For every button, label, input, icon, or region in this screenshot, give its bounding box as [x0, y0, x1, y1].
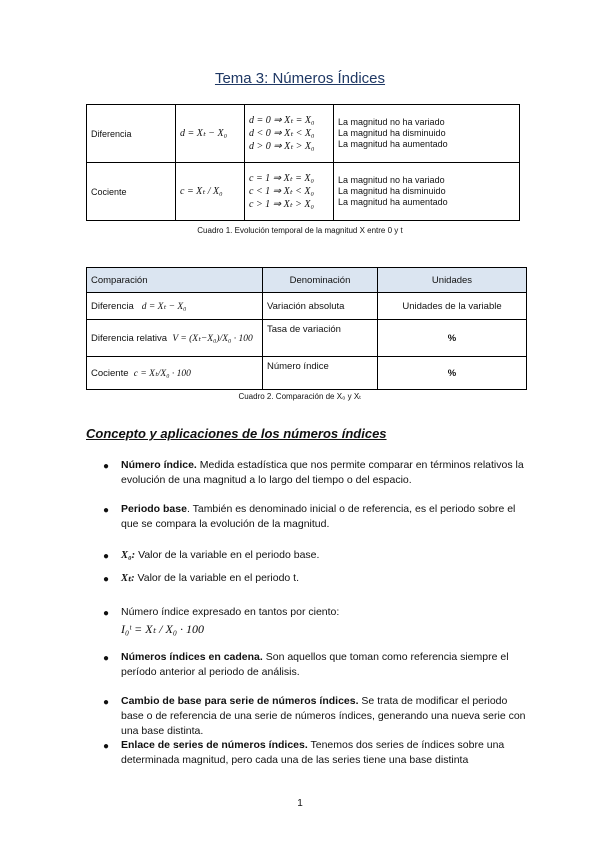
condition: d < 0 ⇒ Xₜ < X₀	[249, 128, 315, 139]
comparison-cell	[87, 320, 263, 357]
meaning: La magnitud no ha variado	[338, 117, 445, 127]
row-formula: c = Xₜ/X₀ · 100	[133, 368, 191, 379]
list-item: Enlace de series de números índices. Tenemos dos series de índices sobre una determinada magnitud, pero cada una de las series tiene una base distinta	[121, 739, 505, 766]
denomination-cell: Número índice	[263, 357, 378, 390]
bullet: ●	[103, 574, 110, 585]
header-cell: Denominación	[263, 268, 378, 293]
table-row	[87, 357, 527, 390]
bullet: ●	[103, 697, 110, 708]
table-row	[87, 163, 520, 221]
denomination-cell: Variación absoluta	[263, 293, 378, 320]
section-title: Concepto y aplicaciones de los números índices	[86, 426, 387, 441]
table2-caption: Cuadro 2. Comparación de X₀ y Xₜ	[238, 392, 362, 401]
header-row	[87, 268, 527, 293]
row-formula: c = Xₜ / X₀	[176, 163, 245, 221]
list-item: Periodo base. También es denominado inicial o de referencia, es el periodo sobre el que se compara la evolución de la magnitud.	[121, 503, 516, 530]
units-cell: %	[378, 357, 527, 390]
table-row	[87, 293, 527, 320]
denomination-cell: Tasa de variación	[263, 320, 378, 357]
bullet: ●	[103, 505, 110, 516]
comparison-table	[86, 267, 527, 390]
bullet: ●	[103, 741, 110, 752]
bullet: ●	[103, 608, 110, 619]
page-number: 1	[297, 798, 303, 809]
list-item: Número índice expresado en tantos por ciento:	[121, 606, 340, 618]
row-label: Cociente	[91, 367, 129, 379]
row-label: Diferencia	[87, 105, 176, 163]
row-conditions	[245, 105, 334, 163]
condition: c > 1 ⇒ Xₜ > X₀	[249, 199, 314, 210]
row-formula: d = Xₜ − X₀	[141, 301, 187, 312]
meaning: La magnitud ha aumentado	[338, 197, 448, 207]
meaning: La magnitud ha disminuido	[338, 186, 446, 196]
list-item: Números índices en cadena. Son aquellos que toman como referencia siempre el período anterior al periodo de análisis.	[121, 651, 509, 678]
table-row	[87, 105, 520, 163]
header-cell: Comparación	[87, 268, 263, 293]
bullet: ●	[103, 653, 110, 664]
list-item: Número índice. Medida estadística que nos permite comparar en términos relativos la evolución de una magnitud a lo largo del tiempo o del espacio.	[121, 459, 524, 486]
meaning: La magnitud no ha variado	[338, 175, 445, 185]
row-meanings	[334, 105, 520, 163]
list-item: Cambio de base para serie de números índices. Se trata de modificar el periodo base o de referencia de una serie de números índices, generando una nueva serie con una base distinta.	[121, 695, 526, 737]
table1-caption: Cuadro 1. Evolución temporal de la magnitud X entre 0 y t	[197, 226, 403, 235]
comparison-cell	[87, 357, 263, 390]
comparison-cell	[87, 293, 263, 320]
condition: c = 1 ⇒ Xₜ = X₀	[249, 173, 314, 184]
condition: c < 1 ⇒ Xₜ < X₀	[249, 186, 314, 197]
bullet: ●	[103, 461, 110, 472]
evolution-table	[86, 104, 520, 221]
row-label: Diferencia relativa	[91, 332, 168, 344]
units-cell: %	[378, 320, 527, 357]
units-cell: Unidades de la variable	[378, 293, 527, 320]
row-formula: d = Xₜ − X₀	[176, 105, 245, 163]
index-formula: I₀ᵗ = Xₜ / X₀ · 100	[121, 622, 204, 636]
row-label: Cociente	[87, 163, 176, 221]
bullet: ●	[103, 551, 110, 562]
list-item: Xₜ: Valor de la variable en el periodo t.	[121, 572, 300, 584]
page-title: Tema 3: Números Índices	[214, 70, 386, 87]
row-meanings	[334, 163, 520, 221]
row-conditions	[245, 163, 334, 221]
meaning: La magnitud ha aumentado	[338, 139, 448, 149]
row-label: Diferencia	[91, 300, 134, 312]
list-item: X₀: Valor de la variable en el periodo base.	[121, 549, 320, 561]
condition: d > 0 ⇒ Xₜ > X₀	[249, 141, 315, 152]
header-cell: Unidades	[378, 268, 527, 293]
condition: d = 0 ⇒ Xₜ = X₀	[249, 115, 315, 126]
table-row	[87, 320, 527, 357]
meaning: La magnitud ha disminuido	[338, 128, 446, 138]
row-formula: V = (Xₜ−X₀)/X₀ · 100	[172, 333, 253, 344]
